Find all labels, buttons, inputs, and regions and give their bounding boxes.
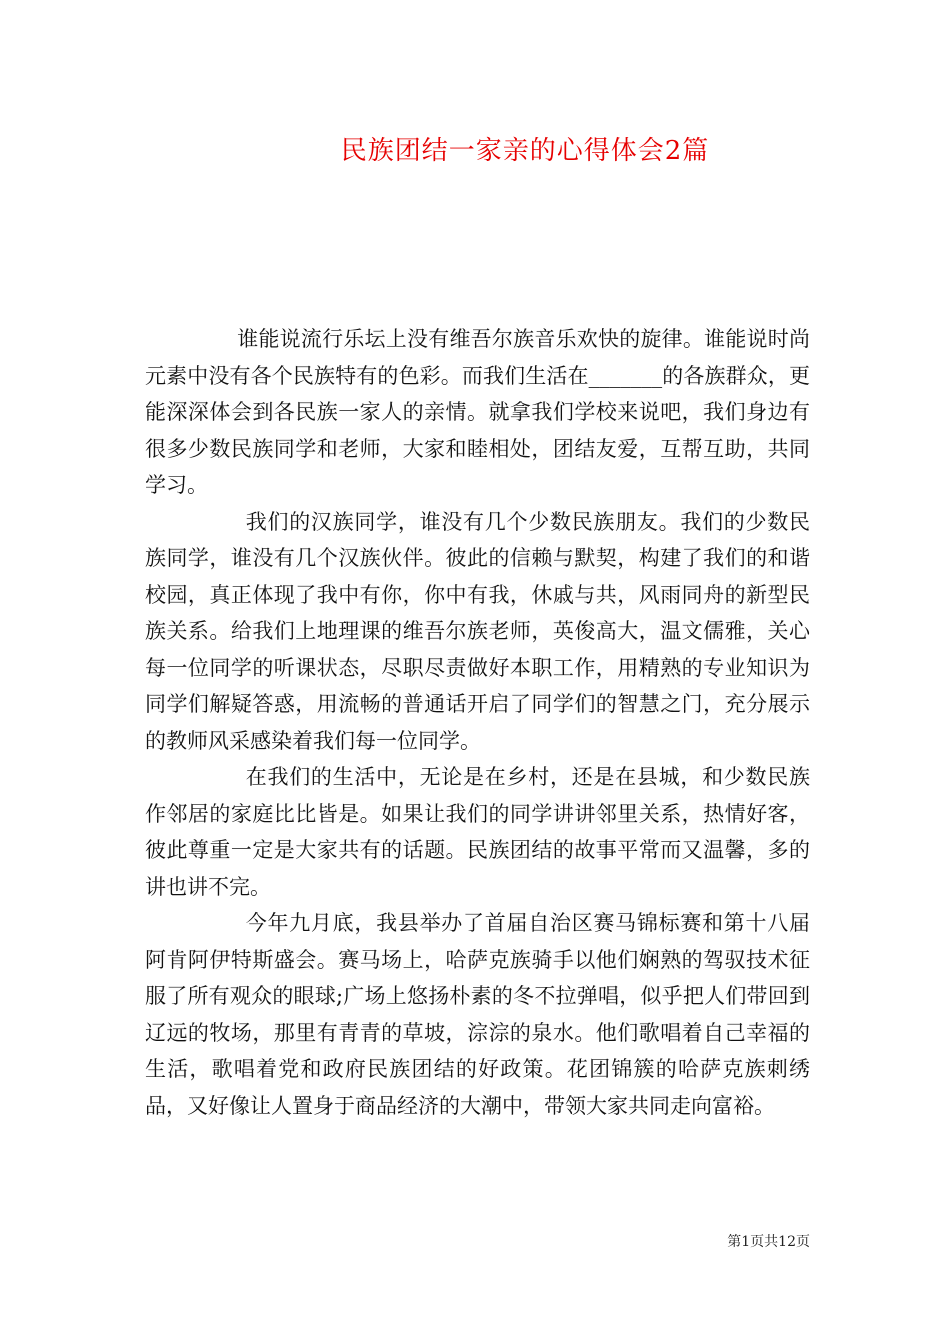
- page-number-footer: 第1页共12页: [727, 1234, 810, 1250]
- paragraph-3: [145, 759, 810, 905]
- paragraph-2: [145, 504, 810, 760]
- paragraph-3-text: 在我们的生活中，无论是在乡村，还是在县城，和少数民族作邻居的家庭比比皆是。如果让我们的同学讲讲邻里关系，热情好客，彼此尊重一定是大家共有的话题。民族团结的故事平常而又温馨，多的讲也讲不完。: [145, 765, 810, 899]
- paragraph-2-text: 我们的汉族同学，谁没有几个少数民族朋友。我们的少数民族同学，谁没有几个汉族伙伴。彼此的信赖与默契，构建了我们的和谐校园，真正体现了我中有你，你中有我，休戚与共，风雨同舟的新型民族关系。给我们上地理课的维吾尔族老师，英俊高大，温文儒雅，关心每一位同学的听课状态，尽职尽责做好本职工作，用精熟的专业知识为同学们解疑答惑，用流畅的普通话开启了同学们的智慧之门，充分展示的教师风采感染着我们每一位同学。: [145, 509, 810, 753]
- paragraph-4: [145, 905, 810, 1124]
- paragraph-4-text: 今年九月底，我县举办了首届自治区赛马锦标赛和第十八届阿肯阿伊特斯盛会。赛马场上，哈萨克族骑手以他们娴熟的驾驭技术征服了所有观众的眼球;广场上悠扬朴素的冬不拉弹唱，似乎把人们带回到辽远的牧场，那里有青青的草坡，淙淙的泉水。他们歌唱着自己幸福的生活，歌唱着党和政府民族团结的好政策。花团锦簇的哈萨克族刺绣品，又好像让人置身于商品经济的大潮中，带领大家共同走向富裕。: [145, 911, 810, 1118]
- paragraph-1: [145, 321, 810, 504]
- document-title: 民族团结一家亲的心得体会2篇: [340, 136, 710, 166]
- document-body: [145, 321, 810, 1124]
- paragraph-1-text: 谁能说流行乐坛上没有维吾尔族音乐欢快的旋律。谁能说时尚元素中没有各个民族特有的色彩。而我们生活在_______的各族群众，更能深深体会到各民族一家人的亲情。就拿我们学校来说吧，我们身边有很多少数民族同学和老师，大家和睦相处，团结友爱，互帮互助，共同学习。: [145, 327, 810, 497]
